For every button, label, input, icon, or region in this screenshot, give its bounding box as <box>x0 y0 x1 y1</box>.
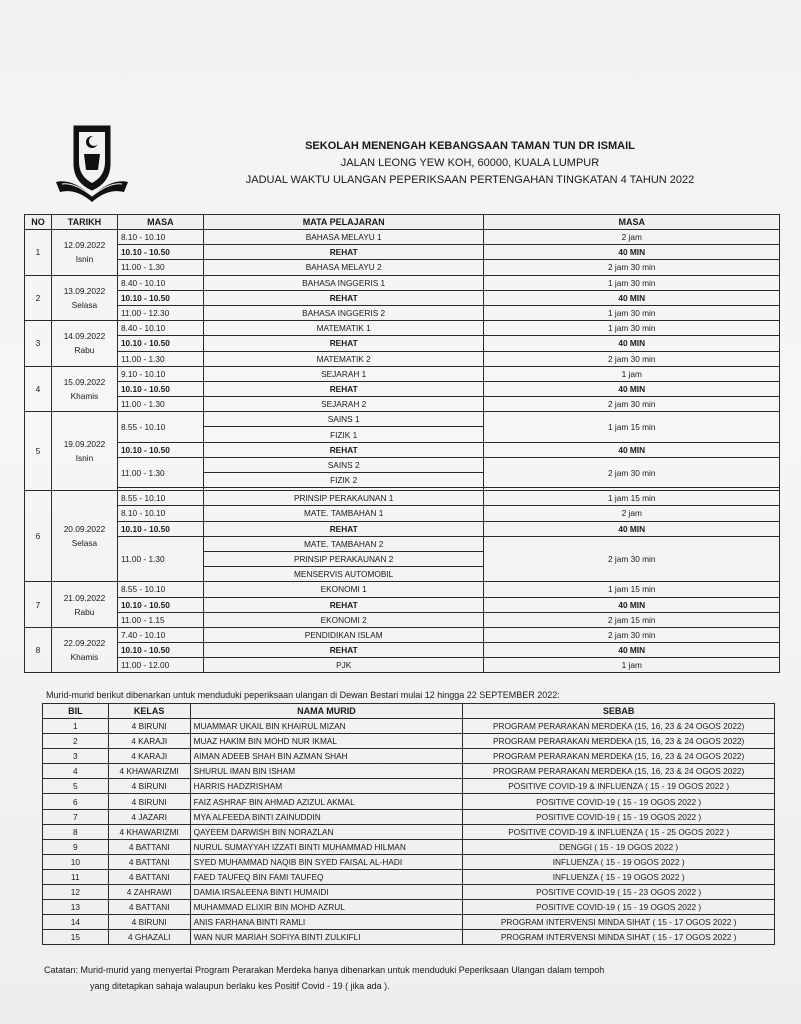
subject: BAHASA INGGERIS 2 <box>203 305 484 320</box>
student-reason: POSITIVE COVID-19 ( 15 - 19 OGOS 2022 ) <box>463 809 775 824</box>
subject: PJK <box>203 658 484 673</box>
duration: 40 MIN <box>484 381 780 396</box>
student-bil: 14 <box>43 915 109 930</box>
duration: 1 jam 30 min <box>484 305 780 320</box>
day-name: Selasa <box>71 299 98 310</box>
student-row <box>43 734 775 749</box>
duration: 2 jam 30 min <box>484 457 780 487</box>
student-name: MUHAMMAD ELIXIR BIN MOHD AZRUL <box>190 900 463 915</box>
schedule-row <box>25 397 780 412</box>
time-slot: 11.00 - 1.30 <box>117 260 203 275</box>
header-no: NO <box>25 215 52 230</box>
subject: MATEMATIK 1 <box>203 321 484 336</box>
student-bil: 7 <box>43 809 109 824</box>
duration: 40 MIN <box>484 643 780 658</box>
time-slot: 11.00 - 12.00 <box>117 658 203 673</box>
subject: REHAT <box>203 336 484 351</box>
student-reason: POSITIVE COVID-19 ( 15 - 19 OGOS 2022 ) <box>463 900 775 915</box>
student-bil: 11 <box>43 869 109 884</box>
duration: 2 jam 30 min <box>484 627 780 642</box>
schedule-row <box>25 381 780 396</box>
schedule-row <box>25 412 780 427</box>
schedule-row <box>25 627 780 642</box>
time-slot: 10.10 - 10.50 <box>117 245 203 260</box>
student-reason: DENGGI ( 15 - 19 OGOS 2022 ) <box>463 839 775 854</box>
duration: 1 jam 15 min <box>484 582 780 597</box>
student-class: 4 BIRUNI <box>108 915 190 930</box>
subject: BAHASA MELAYU 1 <box>203 230 484 245</box>
time-slot: 9.10 - 10.10 <box>117 366 203 381</box>
student-name: SYED MUHAMMAD NAQIB BIN SYED FAISAL AL-HADI <box>190 854 463 869</box>
subject: MATE. TAMBAHAN 1 <box>203 506 484 521</box>
subject: REHAT <box>203 245 484 260</box>
student-bil: 1 <box>43 719 109 734</box>
day-number: 2 <box>25 275 52 321</box>
student-row <box>43 915 775 930</box>
student-class: 4 KHAWARIZMI <box>108 764 190 779</box>
student-reason: INFLUENZA ( 15 - 19 OGOS 2022 ) <box>463 854 775 869</box>
student-row <box>43 764 775 779</box>
day-date: 14.09.2022 <box>63 331 106 342</box>
duration: 1 jam <box>484 366 780 381</box>
student-class: 4 BATTANI <box>108 900 190 915</box>
student-name: SHURUL IMAN BIN ISHAM <box>190 764 463 779</box>
day-date: 21.09.2022 <box>63 592 106 603</box>
student-reason: POSITIVE COVID-19 & INFLUENZA ( 15 - 19 OGOS 2022 ) <box>463 779 775 794</box>
day-date: 19.09.2022 <box>63 439 106 450</box>
subject: EKONOMI 2 <box>203 612 484 627</box>
student-bil: 5 <box>43 779 109 794</box>
student-row <box>43 809 775 824</box>
time-slot: 10.10 - 10.50 <box>117 597 203 612</box>
student-reason: PROGRAM INTERVENSI MINDA SIHAT ( 15 - 17 OGOS 2022 ) <box>463 915 775 930</box>
schedule-row <box>25 612 780 627</box>
time-slot: 10.10 - 10.50 <box>117 290 203 305</box>
subject: MENSERVIS AUTOMOBIL <box>203 567 484 582</box>
duration: 40 MIN <box>484 442 780 457</box>
duration: 1 jam <box>484 658 780 673</box>
student-row <box>43 794 775 809</box>
day-name: Isnin <box>75 254 94 265</box>
day-date: 22.09.2022 <box>63 638 106 649</box>
day-number: 1 <box>25 230 52 276</box>
day-date: 20.09.2022 <box>63 524 106 535</box>
day-date-cell <box>51 412 117 491</box>
duration: 40 MIN <box>484 521 780 536</box>
time-slot: 8.55 - 10.10 <box>117 412 203 442</box>
student-bil: 15 <box>43 930 109 945</box>
school-address: JALAN LEONG YEW KOH, 60000, KUALA LUMPUR <box>340 157 600 169</box>
duration: 2 jam 30 min <box>484 351 780 366</box>
time-slot: 11.00 - 1.30 <box>117 351 203 366</box>
student-list-table <box>42 703 775 945</box>
student-row <box>43 869 775 884</box>
student-reason: POSITIVE COVID-19 & INFLUENZA ( 15 - 25 OGOS 2022 ) <box>463 824 775 839</box>
footer-note-line1: Catatan: Murid-murid yang menyertai Program Perarakan Merdeka hanya dibenarkan untuk menduduki Peperiksaan Ulangan dalam tempoh <box>44 965 605 975</box>
time-slot: 10.10 - 10.50 <box>117 643 203 658</box>
student-name: DAMIA IRSALEENA BINTI HUMAIDI <box>190 885 463 900</box>
duration: 40 MIN <box>484 245 780 260</box>
subject: REHAT <box>203 643 484 658</box>
duration: 2 jam 15 min <box>484 612 780 627</box>
student-reason: POSITIVE COVID-19 ( 15 - 23 OGOS 2022 ) <box>463 885 775 900</box>
subject: PRINSIP PERAKAUNAN 1 <box>203 491 484 506</box>
day-name: Rabu <box>74 606 95 617</box>
student-reason: POSITIVE COVID-19 ( 15 - 19 OGOS 2022 ) <box>463 794 775 809</box>
day-date-cell <box>51 582 117 628</box>
schedule-row <box>25 658 780 673</box>
duration: 1 jam 30 min <box>484 275 780 290</box>
student-name: FAED TAUFEQ BIN FAMI TAUFEQ <box>190 869 463 884</box>
day-number: 3 <box>25 321 52 367</box>
subject: REHAT <box>203 442 484 457</box>
time-slot: 10.10 - 10.50 <box>117 521 203 536</box>
duration: 2 jam 30 min <box>484 260 780 275</box>
duration: 2 jam <box>484 506 780 521</box>
student-reason: PROGRAM INTERVENSI MINDA SIHAT ( 15 - 17 OGOS 2022 ) <box>463 930 775 945</box>
schedule-row <box>25 491 780 506</box>
subject: FIZIK 2 <box>203 473 484 488</box>
subject: REHAT <box>203 521 484 536</box>
schedule-row <box>25 260 780 275</box>
day-name: Rabu <box>74 345 95 356</box>
student-reason: PROGRAM PERARAKAN MERDEKA (15, 16, 23 & 24 OGOS 2022) <box>463 764 775 779</box>
time-slot: 8.40 - 10.10 <box>117 275 203 290</box>
header-tarikh: TARIKH <box>51 215 117 230</box>
day-date: 15.09.2022 <box>63 376 106 387</box>
time-slot: 10.10 - 10.50 <box>117 442 203 457</box>
subject: PENDIDIKAN ISLAM <box>203 627 484 642</box>
schedule-row <box>25 536 780 551</box>
time-slot: 11.00 - 1.15 <box>117 612 203 627</box>
subject: EKONOMI 1 <box>203 582 484 597</box>
duration: 2 jam 30 min <box>484 397 780 412</box>
day-date-cell <box>51 366 117 412</box>
student-row <box>43 930 775 945</box>
header-bil: BIL <box>43 704 109 719</box>
time-slot: 11.00 - 1.30 <box>117 397 203 412</box>
time-slot: 11.00 - 1.30 <box>117 536 203 582</box>
subject: BAHASA MELAYU 2 <box>203 260 484 275</box>
time-slot: 8.55 - 10.10 <box>117 582 203 597</box>
schedule-row <box>25 305 780 320</box>
student-header-row <box>43 704 775 719</box>
subject: REHAT <box>203 381 484 396</box>
header-sebab: SEBAB <box>463 704 775 719</box>
school-name: SEKOLAH MENENGAH KEBANGSAAN TAMAN TUN DR ISMAIL <box>305 140 635 152</box>
student-class: 4 ZAHRAWI <box>108 885 190 900</box>
student-bil: 10 <box>43 854 109 869</box>
timetable-title: JADUAL WAKTU ULANGAN PEPERIKSAAN PERTENGAHAN TINGKATAN 4 TAHUN 2022 <box>245 174 695 186</box>
student-reason: PROGRAM PERARAKAN MERDEKA (15, 16, 23 & 24 OGOS 2022) <box>463 749 775 764</box>
student-name: AIMAN ADEEB SHAH BIN AZMAN SHAH <box>190 749 463 764</box>
student-name: ANIS FARHANA BINTI RAMLI <box>190 915 463 930</box>
day-date: 12.09.2022 <box>63 240 106 251</box>
time-slot: 8.55 - 10.10 <box>117 491 203 506</box>
day-date-cell <box>51 491 117 582</box>
student-reason: PROGRAM PERARAKAN MERDEKA (15, 16, 23 & 24 OGOS 2022) <box>463 719 775 734</box>
time-slot: 10.10 - 10.50 <box>117 381 203 396</box>
time-slot: 7.40 - 10.10 <box>117 627 203 642</box>
student-class: 4 BATTANI <box>108 839 190 854</box>
student-bil: 2 <box>43 734 109 749</box>
schedule-row <box>25 290 780 305</box>
student-bil: 9 <box>43 839 109 854</box>
subject: REHAT <box>203 597 484 612</box>
student-row <box>43 719 775 734</box>
subject: REHAT <box>203 290 484 305</box>
student-name: QAYEEM DARWISH BIN NORAZLAN <box>190 824 463 839</box>
school-crest-logo <box>52 120 132 204</box>
student-bil: 12 <box>43 885 109 900</box>
student-name: FAIZ ASHRAF BIN AHMAD AZIZUL AKMAL <box>190 794 463 809</box>
student-bil: 4 <box>43 764 109 779</box>
subject: MATEMATIK 2 <box>203 351 484 366</box>
schedule-row <box>25 336 780 351</box>
student-class: 4 KHAWARIZMI <box>108 824 190 839</box>
duration: 40 MIN <box>484 290 780 305</box>
student-name: MUAMMAR UKAIL BIN KHAIRUL MIZAN <box>190 719 463 734</box>
subject: MATE. TAMBAHAN 2 <box>203 536 484 551</box>
student-name: WAN NUR MARIAH SOFIYA BINTI ZULKIFLI <box>190 930 463 945</box>
student-row <box>43 839 775 854</box>
student-row <box>43 779 775 794</box>
student-class: 4 JAZARI <box>108 809 190 824</box>
day-date-cell <box>51 321 117 367</box>
student-name: MYA ALFEEDA BINTI ZAINUDDIN <box>190 809 463 824</box>
schedule-row <box>25 643 780 658</box>
schedule-row <box>25 321 780 336</box>
student-row <box>43 885 775 900</box>
day-name: Khamis <box>70 652 99 663</box>
student-class: 4 KARAJI <box>108 734 190 749</box>
day-number: 5 <box>25 412 52 491</box>
student-class: 4 BIRUNI <box>108 719 190 734</box>
day-name: Isnin <box>75 453 94 464</box>
student-row <box>43 900 775 915</box>
student-rows <box>43 719 775 945</box>
student-name: HARRIS HADZRISHAM <box>190 779 463 794</box>
day-name: Khamis <box>70 390 99 401</box>
header-mata-pelajaran: MATA PELAJARAN <box>203 215 484 230</box>
time-slot: 8.40 - 10.10 <box>117 321 203 336</box>
schedule-row <box>25 245 780 260</box>
subject: FIZIK 1 <box>203 427 484 442</box>
student-class: 4 BIRUNI <box>108 779 190 794</box>
student-row <box>43 749 775 764</box>
subject: SAINS 2 <box>203 457 484 472</box>
student-bil: 6 <box>43 794 109 809</box>
students-note: Murid-murid berikut dibenarkan untuk menduduki peperiksaan ulangan di Dewan Bestari mulai 12 hingga 22 SEPTEMBER 2022: <box>46 690 560 700</box>
student-row <box>43 854 775 869</box>
day-date: 13.09.2022 <box>63 285 106 296</box>
subject: BAHASA INGGERIS 1 <box>203 275 484 290</box>
day-number: 7 <box>25 582 52 628</box>
duration: 2 jam <box>484 230 780 245</box>
student-name: MUAZ HAKIM BIN MOHD NUR IKMAL <box>190 734 463 749</box>
time-slot: 8.10 - 10.10 <box>117 506 203 521</box>
subject: SEJARAH 1 <box>203 366 484 381</box>
student-class: 4 BATTANI <box>108 869 190 884</box>
day-number: 4 <box>25 366 52 412</box>
schedule-row <box>25 351 780 366</box>
header-masa: MASA <box>117 215 203 230</box>
header-masa-duration: MASA <box>484 215 780 230</box>
student-class: 4 KARAJI <box>108 749 190 764</box>
duration: 40 MIN <box>484 597 780 612</box>
student-reason: INFLUENZA ( 15 - 19 OGOS 2022 ) <box>463 869 775 884</box>
header-nama-murid: NAMA MURID <box>190 704 463 719</box>
subject: SEJARAH 2 <box>203 397 484 412</box>
student-class: 4 BIRUNI <box>108 794 190 809</box>
day-number: 8 <box>25 627 52 673</box>
schedule-row <box>25 366 780 381</box>
student-row <box>43 824 775 839</box>
schedule-row <box>25 275 780 290</box>
footer-note-line2: yang ditetapkan sahaja walaupun berlaku kes Positif Covid - 19 ( jika ada ). <box>90 981 390 991</box>
schedule-header-row <box>25 215 780 230</box>
subject: SAINS 1 <box>203 412 484 427</box>
student-reason: PROGRAM PERARAKAN MERDEKA (15, 16, 23 & 24 OGOS 2022) <box>463 734 775 749</box>
day-date-cell <box>51 230 117 276</box>
day-date-cell <box>51 627 117 673</box>
exam-schedule-table <box>24 214 780 673</box>
schedule-row <box>25 521 780 536</box>
schedule-row <box>25 457 780 472</box>
student-class: 4 GHAZALI <box>108 930 190 945</box>
duration: 1 jam 30 min <box>484 321 780 336</box>
student-name: NURUL SUMAYYAH IZZATI BINTI MUHAMMAD HILMAN <box>190 839 463 854</box>
student-bil: 13 <box>43 900 109 915</box>
duration: 2 jam 30 min <box>484 536 780 582</box>
header-kelas: KELAS <box>108 704 190 719</box>
schedule-row <box>25 582 780 597</box>
schedule-row <box>25 597 780 612</box>
student-class: 4 BATTANI <box>108 854 190 869</box>
schedule-row <box>25 230 780 245</box>
schedule-row <box>25 442 780 457</box>
time-slot: 8.10 - 10.10 <box>117 230 203 245</box>
day-name: Selasa <box>71 538 98 549</box>
duration: 40 MIN <box>484 336 780 351</box>
schedule-row <box>25 506 780 521</box>
subject: PRINSIP PERAKAUNAN 2 <box>203 551 484 566</box>
student-bil: 3 <box>43 749 109 764</box>
time-slot: 10.10 - 10.50 <box>117 336 203 351</box>
day-date-cell <box>51 275 117 321</box>
duration: 1 jam 15 min <box>484 491 780 506</box>
student-bil: 8 <box>43 824 109 839</box>
day-number: 6 <box>25 491 52 582</box>
duration: 1 jam 15 min <box>484 412 780 442</box>
time-slot: 11.00 - 12.30 <box>117 305 203 320</box>
time-slot: 11.00 - 1.30 <box>117 457 203 487</box>
